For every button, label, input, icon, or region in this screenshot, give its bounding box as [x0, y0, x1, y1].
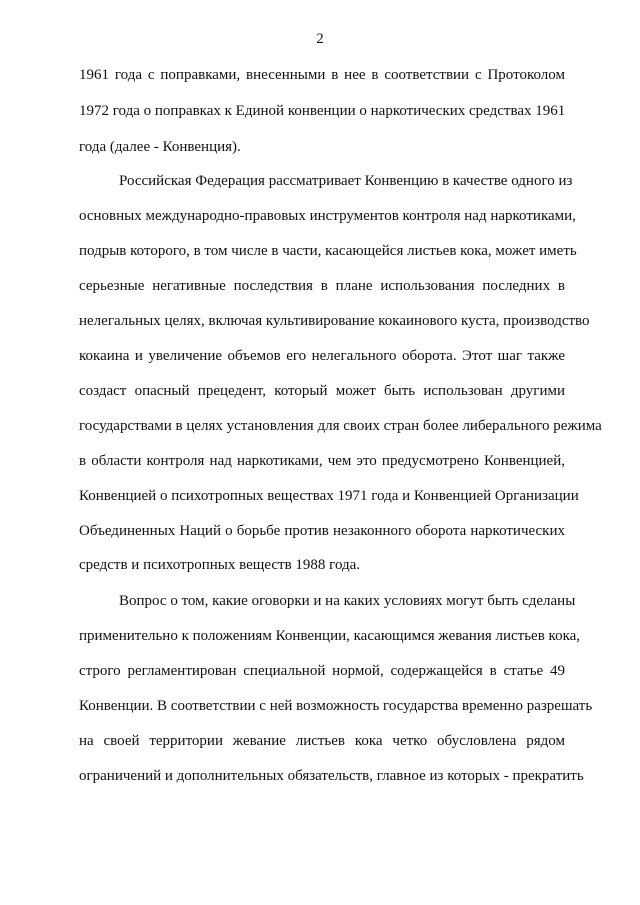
text-line: кокаина и увеличение объемов его нелегального оборота. Этот шаг также: [79, 348, 565, 364]
text-line: создаст опасный прецедент, который может быть использован другими: [79, 383, 565, 399]
text-line: 1961 года с поправками, внесенными в нее в соответствии с Протоколом: [79, 67, 565, 83]
text-line: подрыв которого, в том числе в части, касающейся листьев кока, может иметь: [79, 243, 577, 259]
text-line: на своей территории жевание листьев кока четко обусловлена рядом: [79, 733, 565, 749]
text-line: Объединенных Наций о борьбе против незаконного оборота наркотических: [79, 523, 565, 539]
text-line: средств и психотропных веществ 1988 года.: [79, 557, 361, 573]
text-line: Вопрос о том, какие оговорки и на каких условиях могут быть сделаны: [119, 593, 576, 609]
text-line: государствами в целях установления для своих стран более либерального режима: [79, 418, 602, 434]
text-line: в области контроля над наркотиками, чем это предусмотрено Конвенцией,: [79, 453, 565, 469]
text-line: года (далее - Конвенция).: [79, 139, 241, 155]
text-line: основных международно-правовых инструментов контроля над наркотиками,: [79, 208, 576, 224]
text-line: Конвенции. В соответствии с ней возможность государства временно разрешать: [79, 698, 593, 714]
text-line: серьезные негативные последствия в плане использования последних в: [79, 278, 565, 294]
text-line: Конвенцией о психотропных веществах 1971 года и Конвенцией Организации: [79, 488, 579, 504]
text-line: строго регламентирован специальной нормой, содержащейся в статье 49: [79, 663, 565, 679]
text-line: 1972 года о поправках к Единой конвенции о наркотических средствах 1961: [79, 103, 566, 119]
text-line: применительно к положениям Конвенции, касающимся жевания листьев кока,: [79, 628, 581, 644]
text-line: Российская Федерация рассматривает Конвенцию в качестве одного из: [119, 173, 573, 189]
text-line: нелегальных целях, включая культивирование кокаинового куста, производство: [79, 313, 590, 329]
page-number: 2: [316, 31, 324, 47]
text-line: ограничений и дополнительных обязательств, главное из которых - прекратить: [79, 768, 584, 784]
